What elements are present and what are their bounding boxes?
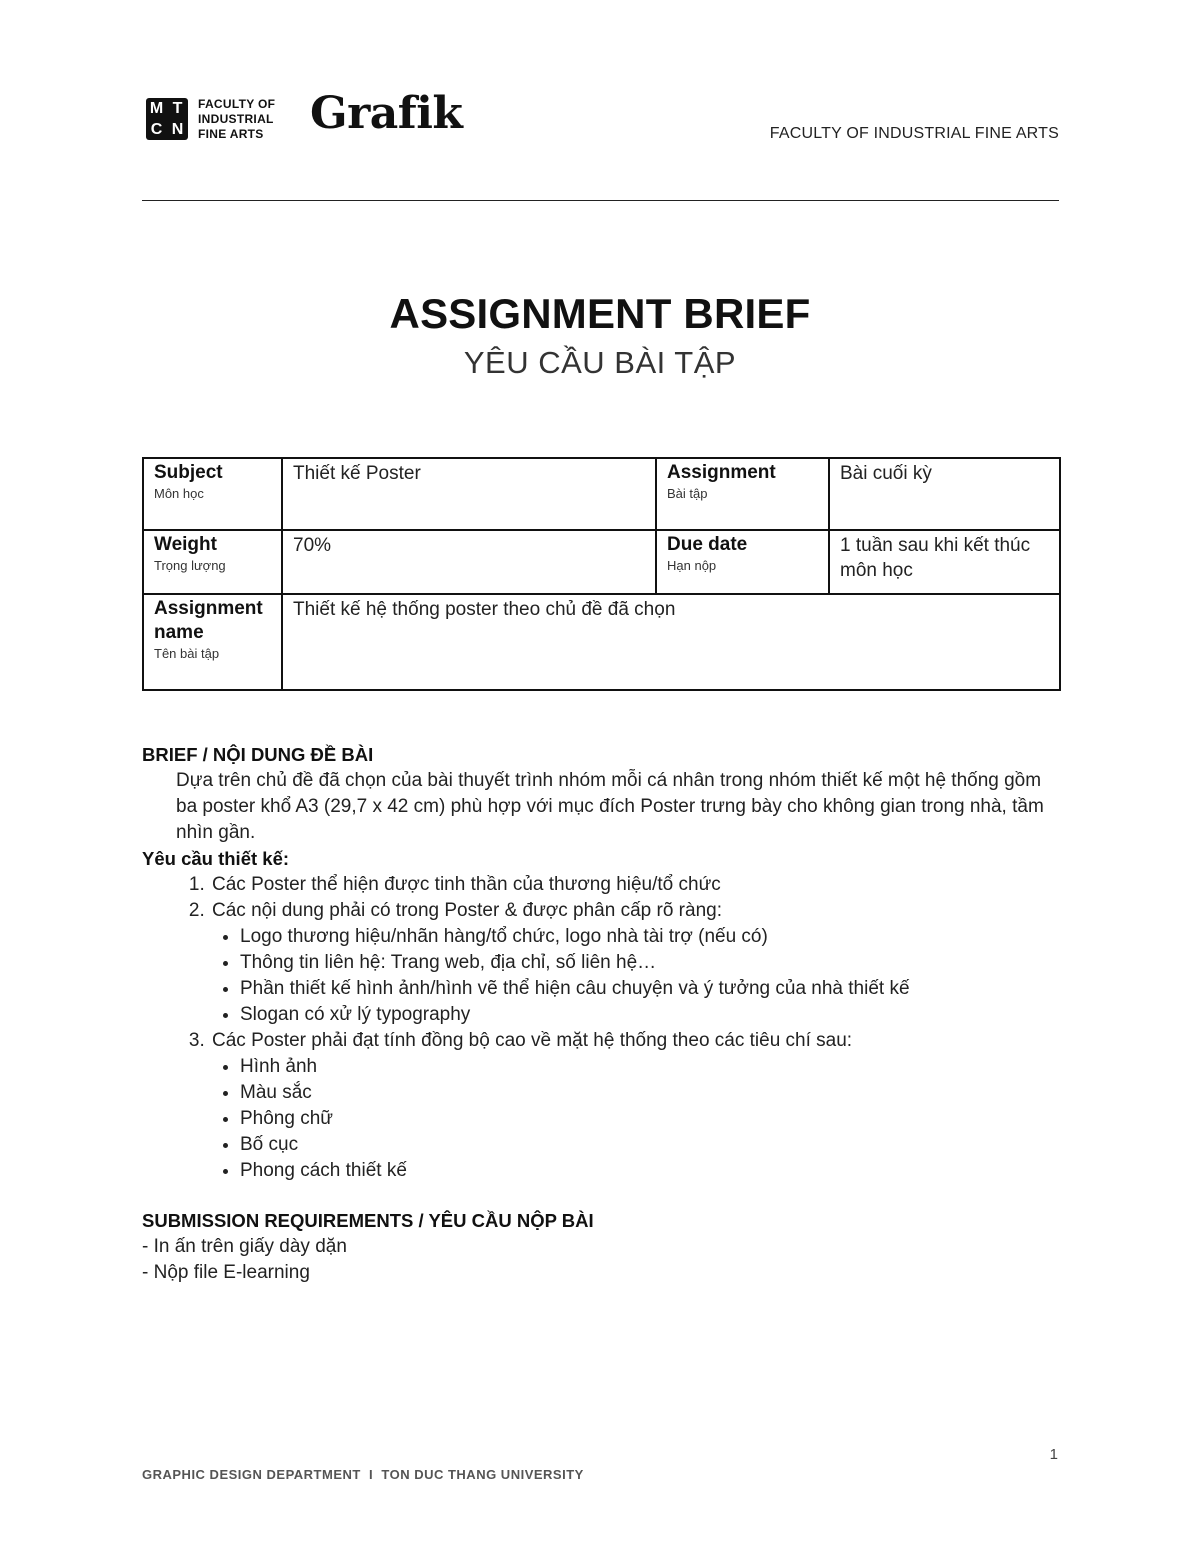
value-cell	[282, 458, 656, 530]
brand-logo: Grafik	[310, 88, 463, 139]
list-item: • Phông chữ	[240, 1106, 1059, 1132]
table-row	[143, 458, 1060, 530]
label-cell	[656, 530, 829, 594]
label-cell	[143, 594, 282, 690]
assignment-label: Assignment	[667, 462, 776, 483]
value-cell	[282, 530, 656, 594]
header-divider	[142, 200, 1059, 201]
requirement-text: Các Poster phải đạt tính đồng bộ cao về mặt hệ thống theo các tiêu chí sau:	[212, 1030, 853, 1051]
list-item: • Hình ảnh	[240, 1054, 1059, 1080]
logo-letter: N	[171, 120, 184, 138]
list-item: • Bố cục	[240, 1132, 1059, 1158]
value-cell	[282, 594, 1060, 690]
subject-value: Thiết kế Poster	[293, 463, 421, 484]
value-cell	[829, 458, 1060, 530]
list-item: • Thông tin liên hệ: Trang web, địa chỉ, số liên hệ…	[240, 950, 1059, 976]
brief-paragraph: Dựa trên chủ đề đã chọn của bài thuyết trình nhóm mỗi cá nhân trong nhóm thiết kế một hệ thống gồm ba poster khổ A3 (29,7 x 42 cm) phù hợp với mục đích Poster trưng bày cho không gian trong nhà, tầm nhìn gần.	[176, 770, 1044, 843]
assignment-name-label: Assignment name	[154, 598, 263, 643]
page-title: ASSIGNMENT BRIEF	[389, 290, 811, 337]
assignment-label-vi: Bài tập	[667, 486, 708, 501]
assignment-name-label-vi: Tên bài tập	[154, 646, 220, 661]
value-cell	[829, 530, 1060, 594]
assignment-name-value: Thiết kế hệ thống poster theo chủ đề đã chọn	[293, 599, 676, 620]
page-number: 1	[1049, 1446, 1058, 1463]
sub-list	[212, 924, 1059, 1028]
requirement-text: Các nội dung phải có trong Poster & được phân cấp rõ ràng:	[212, 900, 722, 921]
subject-label: Subject	[154, 462, 223, 483]
list-item: • Phần thiết kế hình ảnh/hình vẽ thể hiện câu chuyện và ý tưởng của nhà thiết kế	[240, 976, 1059, 1002]
footer-text: GRAPHIC DESIGN DEPARTMENT I TON DUC THANG UNIVERSITY	[142, 1467, 584, 1482]
brief-content	[142, 742, 1059, 1286]
section-spacer	[142, 1184, 1059, 1208]
due-date-value: 1 tuần sau khi kết thúc môn học	[840, 535, 1031, 581]
requirements-list	[142, 872, 1059, 1184]
weight-label: Weight	[154, 534, 217, 555]
label-cell	[143, 458, 282, 530]
assignment-info-table	[142, 457, 1061, 691]
requirement-text: Các Poster thể hiện được tinh thần của thương hiệu/tổ chức	[212, 874, 721, 895]
list-item	[210, 872, 1059, 898]
header-faculty-name: FACULTY OF INDUSTRIAL FINE ARTS	[769, 125, 1059, 142]
logo-letter: T	[172, 99, 183, 117]
list-item: • Màu sắc	[240, 1080, 1059, 1106]
due-date-label: Due date	[667, 534, 748, 555]
brief-heading: BRIEF / NỘI DUNG ĐỀ BÀI	[142, 744, 374, 765]
faculty-logo-text	[198, 97, 275, 142]
assignment-value: Bài cuối kỳ	[840, 463, 932, 484]
due-date-label-vi: Hạn nộp	[667, 558, 717, 573]
list-item: • Slogan có xử lý typography	[240, 1002, 1059, 1028]
logo-line: FACULTY OF	[198, 97, 276, 111]
faculty-logo-mark	[146, 98, 188, 140]
page-subtitle: YÊU CẦU BÀI TẬP	[463, 345, 737, 380]
submission-heading: SUBMISSION REQUIREMENTS / YÊU CẦU NỘP BÀI	[142, 1210, 594, 1231]
submission-line: - Nộp file E-learning	[142, 1262, 310, 1283]
list-item: • Phong cách thiết kế	[240, 1158, 1059, 1184]
logo-line: INDUSTRIAL	[198, 112, 274, 126]
list-item	[210, 898, 1059, 1028]
list-item: • Logo thương hiệu/nhãn hàng/tổ chức, logo nhà tài trợ (nếu có)	[240, 924, 1059, 950]
logo-letter: C	[150, 120, 163, 138]
table-row	[143, 530, 1060, 594]
submission-line: - In ấn trên giấy dày dặn	[142, 1236, 347, 1257]
table-row	[143, 594, 1060, 690]
logo-line: FINE ARTS	[198, 127, 264, 141]
list-item	[210, 1028, 1059, 1184]
label-cell	[143, 530, 282, 594]
subject-label-vi: Môn học	[154, 486, 204, 501]
logo-letter: M	[149, 99, 164, 117]
sub-list	[212, 1054, 1059, 1184]
label-cell	[656, 458, 829, 530]
weight-label-vi: Trọng lượng	[154, 558, 226, 573]
design-requirements-heading: Yêu cầu thiết kế:	[142, 848, 290, 869]
weight-value: 70%	[293, 535, 332, 556]
